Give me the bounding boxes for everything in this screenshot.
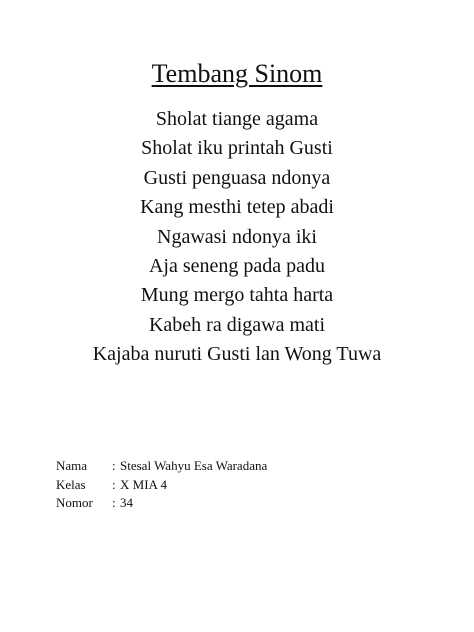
document-title: Tembang Sinom (151, 59, 323, 88)
poem-line: Aja seneng pada padu (148, 254, 326, 277)
info-label: Kelas (56, 476, 86, 492)
poem-line: Gusti penguasa ndonya (143, 166, 331, 189)
poem-line: Kajaba nuruti Gusti lan Wong Tuwa (92, 343, 382, 366)
info-separator: : (112, 495, 116, 510)
poem-line: Mung mergo tahta harta (140, 284, 334, 307)
info-value: Stesal Wahyu Esa Waradana (120, 458, 268, 473)
poem-line: Sholat iku printah Gusti (141, 137, 333, 160)
info-separator: : (112, 476, 116, 492)
info-row-nama (56, 457, 267, 476)
poem-stanza (0, 105, 474, 370)
info-row-nomor (56, 494, 267, 513)
info-value: 34 (120, 495, 133, 510)
info-row-kelas (56, 476, 267, 495)
info-value: X MIA 4 (120, 476, 167, 492)
poem-line: Kabeh ra digawa mati (148, 313, 326, 336)
poem-line: Kang mesthi tetep abadi (140, 196, 334, 219)
info-label: Nama (56, 458, 88, 473)
student-info-table (56, 457, 267, 513)
info-label: Nomor (56, 495, 93, 510)
poem-line: Ngawasi ndonya iki (157, 225, 317, 248)
poem-line: Sholat tiange agama (155, 108, 319, 130)
info-separator: : (112, 458, 116, 473)
